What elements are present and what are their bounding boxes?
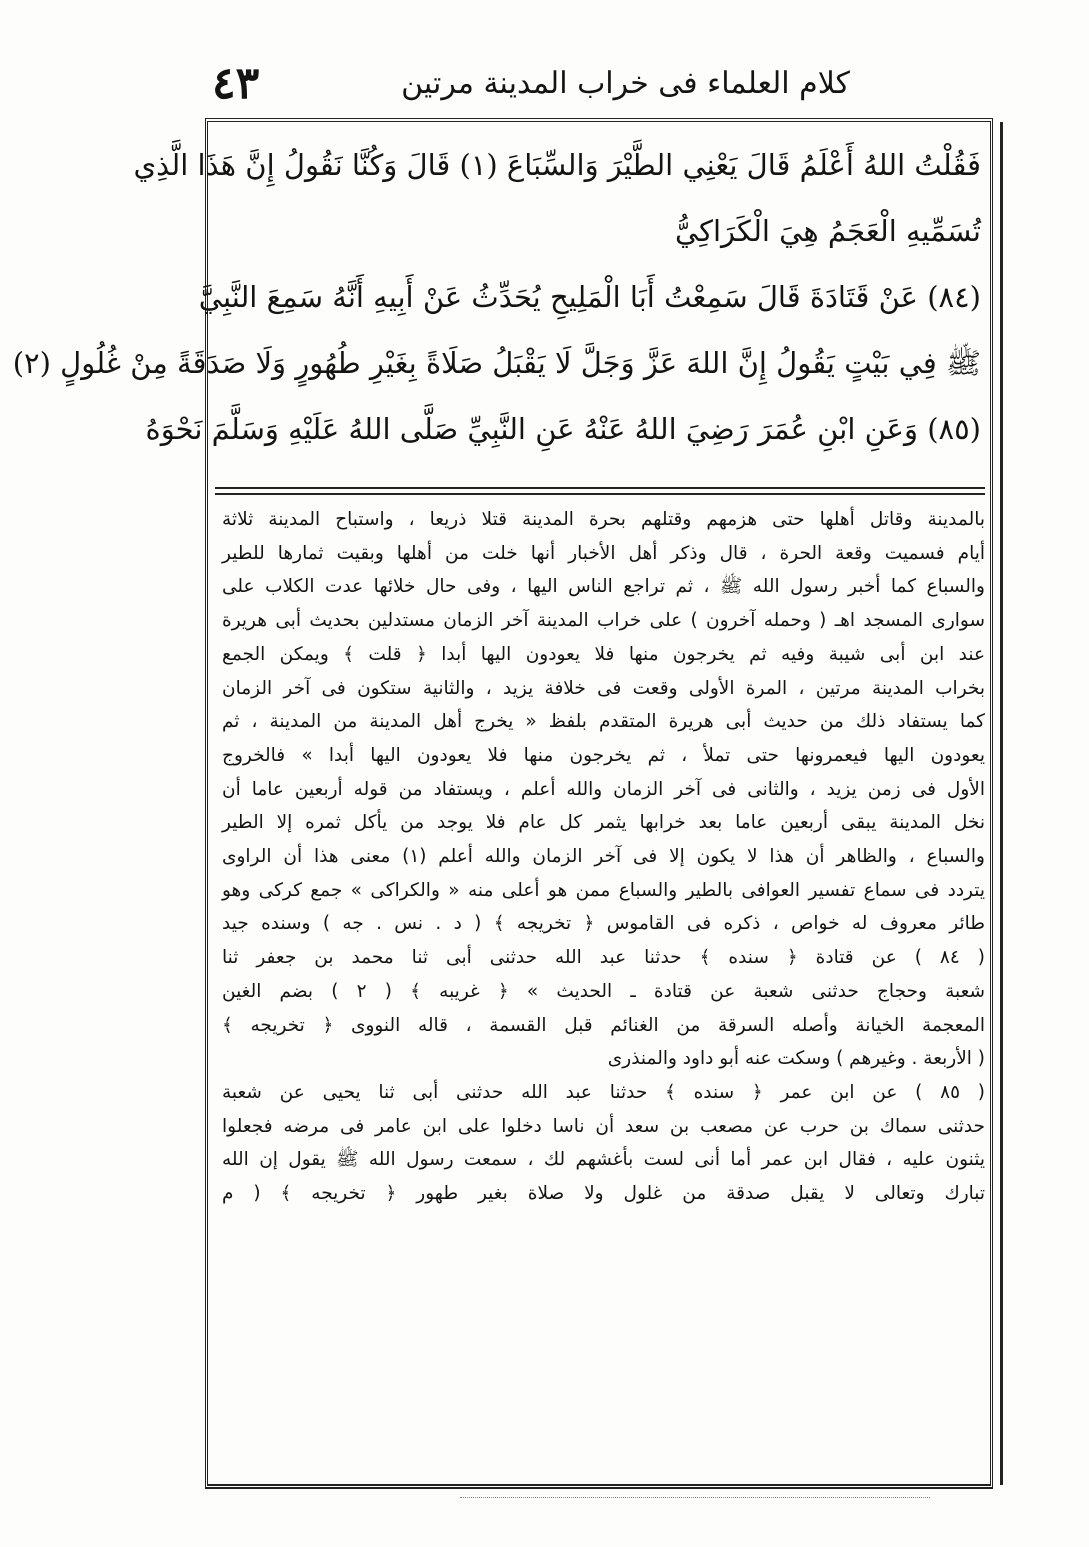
commentary-line: ( ٨٤ ) عن قتادة ﴿ سنده ﴾ حدثنا عبد الله حدثنى أبى ثنا محمد بن جعفر ثنا	[222, 947, 985, 969]
hadith-main-text	[12, 132, 981, 477]
main-text-line: ﷺ فِي بَيْتٍ يَقُولُ إِنَّ اللهَ عَزَّ وَجَلَّ لَا يَقْبَلُ صَلَاةً بِغَيْرِ طُهُورٍ وَلَا صَدَقَةً مِنْ غُلُولٍ (٢)	[12, 346, 981, 380]
commentary-line: ( ٨٥ ) عن ابن عمر ﴿ سنده ﴾ حدثنا عبد الله حدثنى أبى ثنا يحيى عن شعبة	[222, 1081, 985, 1103]
commentary-line: ( الأربعة . وغيرهم ) وسكت عنه أبو داود والمنذرى	[607, 1048, 985, 1070]
commentary-line: نخل المدينة يبقى أربعين عاما بعد خرابها يثمر كل عام فلا يوجد من يأكل ثمره إلا الطير	[222, 812, 985, 834]
page-header	[212, 58, 1019, 110]
main-text-line: (٨٤) عَنْ قَتَادَةَ قَالَ سَمِعْتُ أَبَا الْمَلِيحِ يُحَدِّثُ عَنْ أَبِيهِ أَنَّهُ سَمِعَ النَّبِيَّ	[198, 280, 981, 314]
frame-rule	[1000, 122, 1003, 1485]
commentary-line: والسباع كما أخبر رسول الله ﷺ ، ثم تراجع الناس اليها ، وفى حال خلائها عدت الكلاب على	[222, 576, 985, 598]
commentary-line: يعودون اليها فيعمرونها حتى تملأ ، ثم يخرجون منها فلا يعودون اليها أبدا » فالخروج	[222, 744, 985, 766]
commentary-line: تبارك وتعالى لا يقبل صدقة من غلول ولا صلاة بغير طهور ﴿ تخريجه ﴾ ( م	[222, 1183, 985, 1205]
main-text-line: فَقُلْتُ اللهُ أَعْلَمُ قَالَ يَعْنِي الطَّيْرَ وَالسِّبَاعَ (١) قَالَ وَكُنَّا نَقُولُ إِنَّ هَذَا الَّذِي	[133, 148, 981, 182]
footer-rule	[460, 1497, 930, 1501]
commentary-line: كما يستفاد ذلك من حديث أبى هريرة المتقدم بلفظ « يخرج أهل المدينة من المدينة ، ثم	[222, 711, 985, 733]
commentary-line: المعجمة الخيانة وأصله السرقة من الغنائم قبل القسمة ، قاله النووى ﴿ تخريجه ﴾	[222, 1014, 985, 1036]
commentary-line: يتردد فى سماع تفسير العوافى بالطير والسباع ممن هو أعلى منه « والكراكى » جمع كركى وهو	[222, 879, 985, 901]
commentary-line: عند ابن أبى شيبة وفيه ثم يخرجون منها فلا يعودون اليها أبدا ﴿ قلت ﴾ ويمكن الجمع	[222, 643, 985, 665]
commentary-line: والسباع ، والظاهر أن هذا لا يكون إلا فى آخر الزمان والله أعلم (١) معنى هذا أن الراوى	[222, 846, 985, 868]
commentary-notes	[222, 503, 985, 1477]
page-number: ٤٣	[212, 58, 260, 109]
commentary-line: سوارى المسجد اهـ ( وحمله آخرون ) على خراب المدينة آخر الزمان مستدلين بحديث أبى هريرة	[222, 610, 985, 632]
commentary-line: حدثنى سماك بن حرب عن مصعب بن سعد أن ناسا دخلوا على ابن عامر فى مرضه فجعلوا	[222, 1115, 985, 1137]
commentary-line: طائر معروف له خواص ، ذكره فى القاموس ﴿ تخريجه ﴾ ( د . نس . جه ) وسنده جيد	[222, 913, 985, 935]
main-text-line: (٨٥) وَعَنِ ابْنِ عُمَرَ رَضِيَ اللهُ عَنْهُ عَنِ النَّبِيِّ صَلَّى اللهُ عَلَيْهِ وَسَلَّمَ نَحْوَهُ	[145, 412, 981, 446]
commentary-line: يثنون عليه ، فقال ابن عمر أما أنى لست بأغشهم لك ، سمعت رسول الله ﷺ يقول إن الله	[222, 1149, 985, 1171]
commentary-line: شعبة وحجاج حدثنى شعبة عن قتادة ـ الحديث » ﴿ غريبه ﴾ ( ٢ ) بضم الغين	[222, 980, 985, 1002]
main-text-line: تُسَمِّيهِ الْعَجَمُ هِيَ الْكَرَاكِيُّ	[675, 214, 981, 248]
commentary-line: بخراب المدينة مرتين ، المرة الأولى وقعت فى خلافة يزيد ، والثانية ستكون فى آخر الزمان	[222, 677, 985, 699]
commentary-line: بالمدينة وقاتل أهلها حتى هزمهم وقتلهم بحرة المدينة قتلا ذريعا ، واستباح المدينة ثلاثة	[222, 509, 985, 530]
commentary-line: الأول فى زمن يزيد ، والثانى فى آخر الزمان والله أعلم ، ويستفاد من قوله أربعين عاما أن	[222, 778, 985, 800]
running-title: كلام العلماء فى خراب المدينة مرتين	[401, 66, 850, 101]
section-separator	[215, 487, 985, 495]
commentary-line: أيام فسميت وقعة الحرة ، قال وذكر أهل الأخبار أنها خلت من أهلها وبقيت ثمارها للطير	[222, 542, 985, 564]
